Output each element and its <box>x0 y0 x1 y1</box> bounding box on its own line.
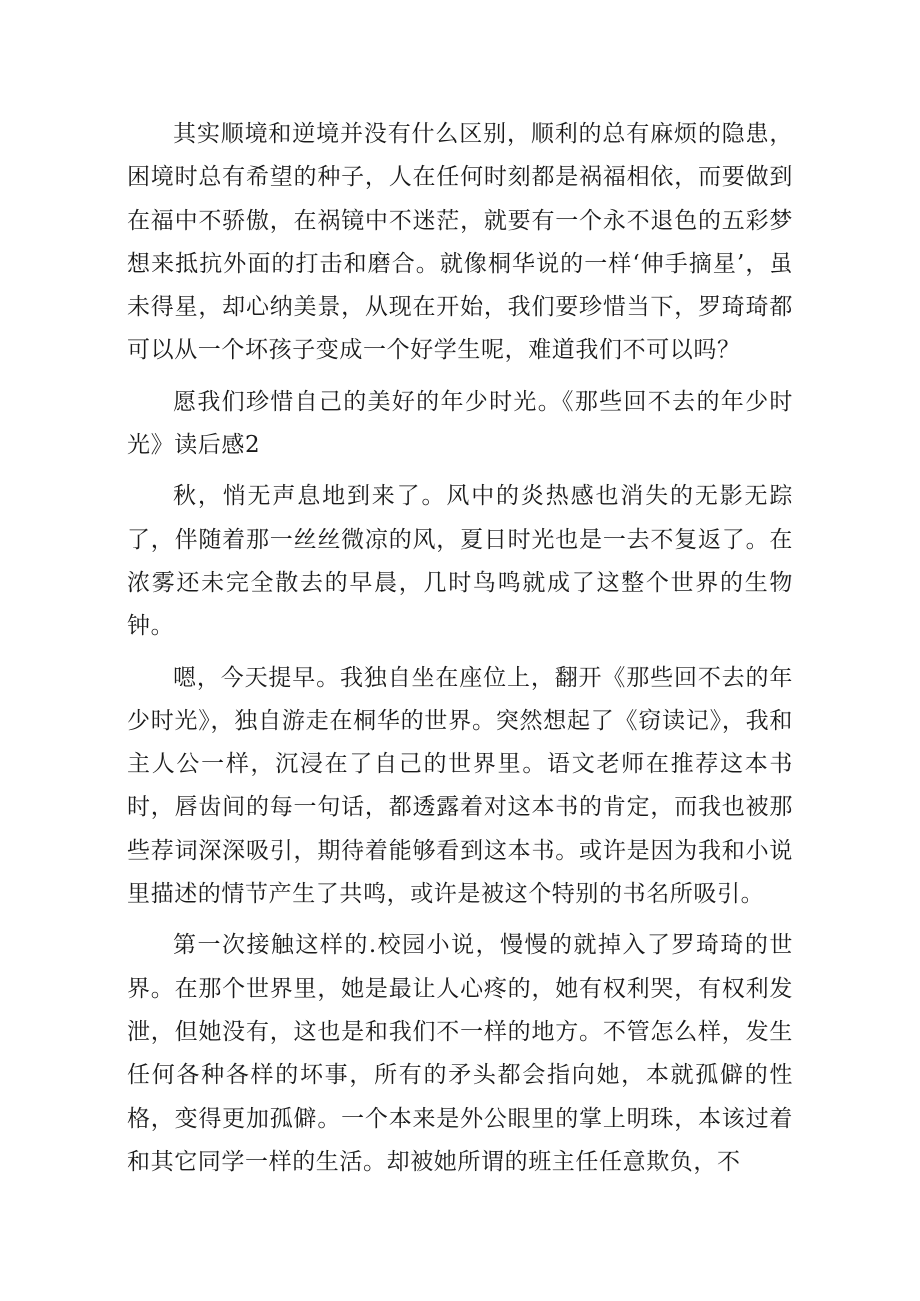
paragraph: 第一次接触这样的.校园小说，慢慢的就掉入了罗琦琦的世界。在那个世界里，她是最让人心疼的，她有权利哭，有权利发泄，但她没有，这也是和我们不一样的地方。不管怎么样，发生任何各种各样的坏事，所有的矛头都会指向她，本就孤僻的性格，变得更加孤僻。一个本来是外公眼里的掌上明珠，本该过着和其它同学一样的生活。却被她所谓的班主任任意欺负，不 <box>127 932 793 1175</box>
paragraph: 愿我们珍惜自己的美好的年少时光。《那些回不去的年少时光》读后感2 <box>127 388 793 459</box>
paragraph: 其实顺境和逆境并没有什么区别，顺利的总有麻烦的隐患，困境时总有希望的种子，人在任何时刻都是祸福相依，而要做到在福中不骄傲，在祸镜中不迷茫，就要有一个永不退色的五彩梦想来抵抗外面的打击和磨合。就像桐华说的一样‘伸手摘星’，虽未得星，却心纳美景，从现在开始，我们要珍惜当下，罗琦琦都可以从一个坏孩子变成一个好学生呢，难道我们不可以吗？ <box>127 121 793 364</box>
paragraph: 秋，悄无声息地到来了。风中的炎热感也消失的无影无踪了，伴随着那一丝丝微凉的风，夏日时光也是一去不复返了。在浓雾还未完全散去的早晨，几时鸟鸣就成了这整个世界的生物钟。 <box>127 483 793 640</box>
document-body <box>127 113 793 1192</box>
paragraph: 嗯，今天提早。我独自坐在座位上，翻开《那些回不去的年少时光》，独自游走在桐华的世界。突然想起了《窃读记》，我和主人公一样，沉浸在了自己的世界里。语文老师在推荐这本书时，唇齿间的每一句话，都透露着对这本书的肯定，而我也被那些荐词深深吸引，期待着能够看到这本书。或许是因为我和小说里描述的情节产生了共鸣，或许是被这个特别的书名所吸引。 <box>127 664 793 908</box>
